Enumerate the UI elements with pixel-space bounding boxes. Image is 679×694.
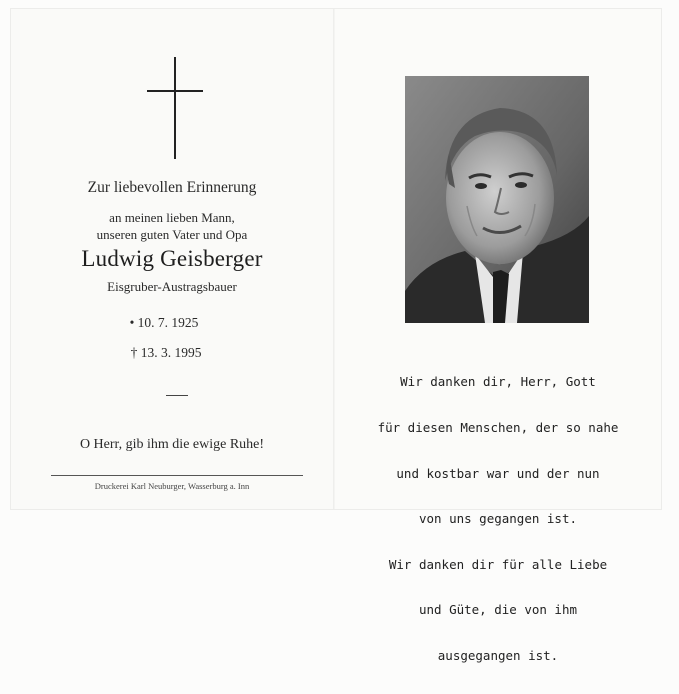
verse-line: von uns gegangen ist.: [418, 511, 578, 527]
death-date: † 13. 3. 1995: [130, 345, 202, 360]
portrait-photo: [405, 76, 589, 323]
verse-line: und Güte, die von ihm: [418, 602, 578, 618]
verse-line: Wir danken dir, Herr, Gott: [400, 374, 596, 390]
printer-credit: Druckerei Karl Neuburger, Wasserburg a. Inn: [94, 481, 250, 491]
divider-dash: [166, 395, 188, 396]
left-panel: [11, 9, 333, 509]
deceased-name: Ludwig Geisberger: [81, 246, 263, 271]
verse-line: für diesen Menschen, der so nahe: [377, 420, 619, 436]
verse-line: und kostbar war und der nun: [396, 465, 600, 481]
dedication-line-2: unseren guten Vater und Opa: [96, 227, 248, 242]
prayer-line: O Herr, gib ihm die ewige Ruhe!: [79, 437, 265, 452]
footer-rule: [51, 475, 303, 476]
verse-line: ausgegangen ist.: [437, 648, 559, 664]
verse-block: [335, 344, 661, 694]
remembrance-heading: Zur liebevollen Erinnerung: [87, 179, 257, 196]
verse-line: Wir danken dir für alle Liebe: [388, 556, 608, 572]
dedication-line-1: an meinen lieben Mann,: [109, 210, 235, 225]
cross-icon: [147, 57, 203, 159]
memorial-card: [11, 9, 661, 664]
birth-date: • 10. 7. 1925: [129, 315, 199, 330]
occupation: Eisgruber-Austragsbauer: [107, 279, 237, 294]
right-panel: [335, 9, 661, 664]
